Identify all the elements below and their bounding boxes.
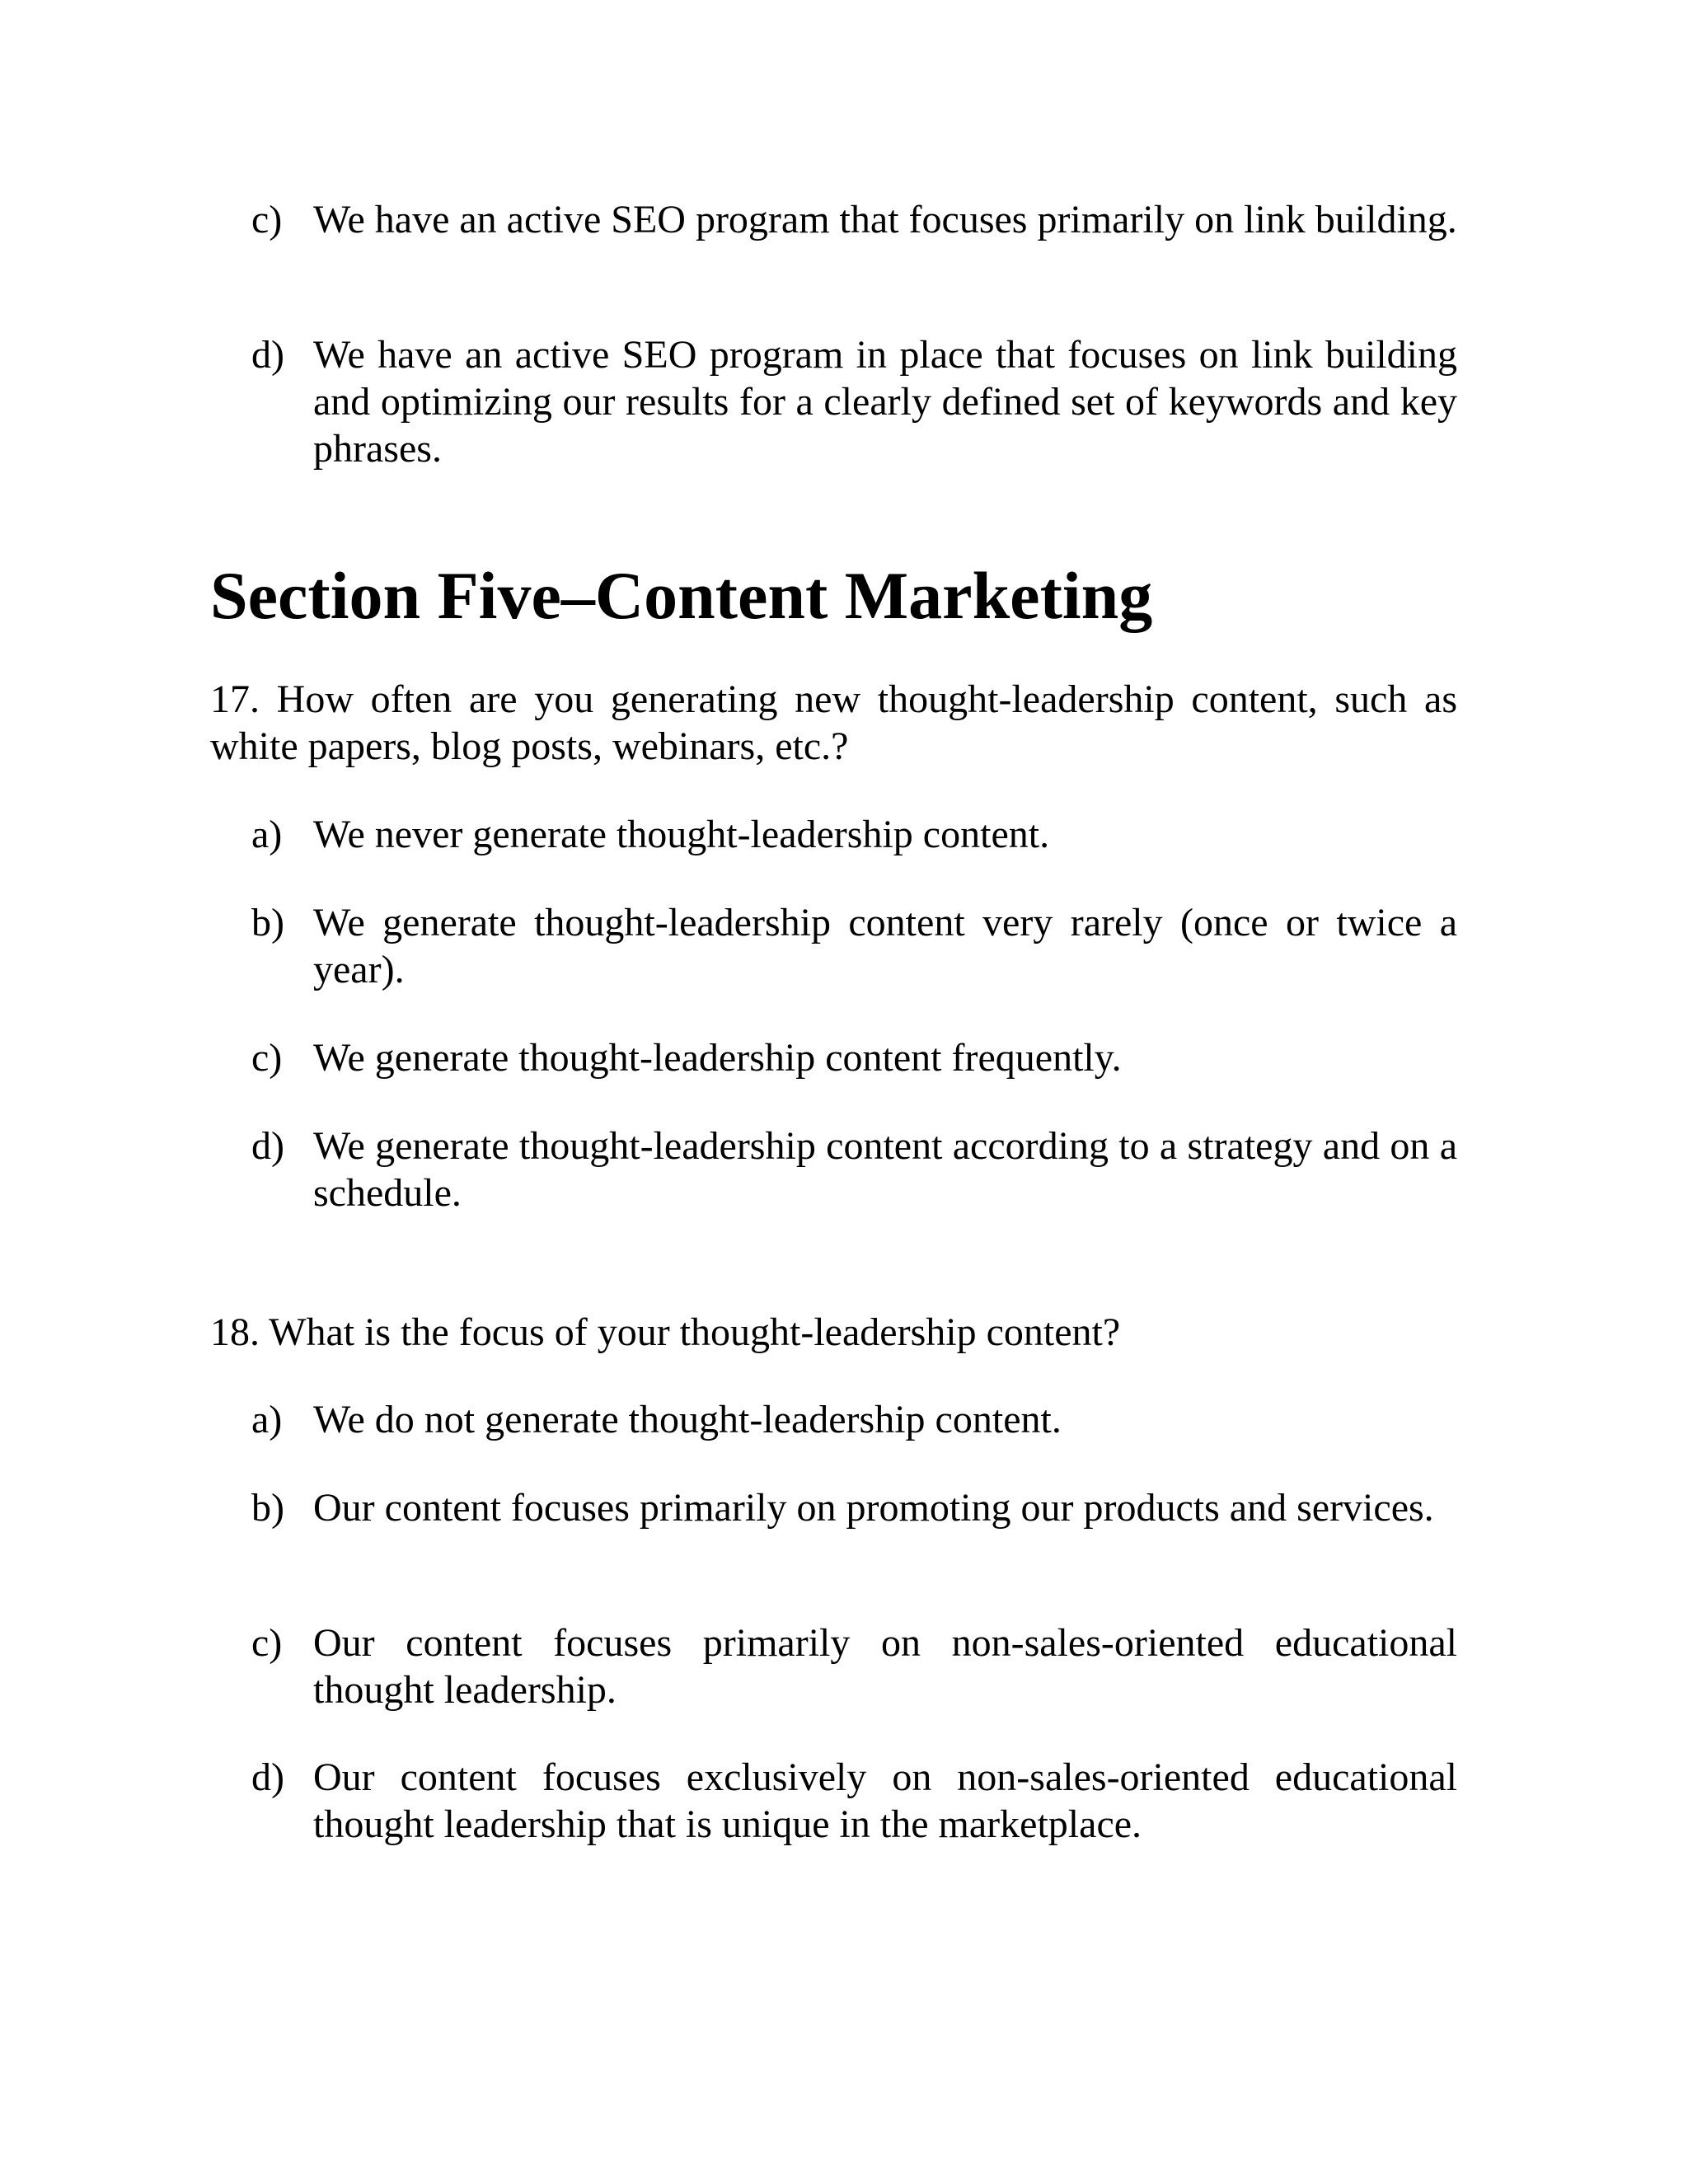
option-letter: b) bbox=[251, 1486, 284, 1530]
answer-option bbox=[251, 1034, 1457, 1081]
answer-option bbox=[251, 1396, 1457, 1443]
question-17: 17. How often are you generating new thought-leadership content, such as white papers, blog posts, webinars, etc.? bbox=[210, 677, 1457, 768]
option-text: We generate thought-leadership content frequently. bbox=[313, 1036, 1122, 1080]
option-letter: c) bbox=[251, 1036, 283, 1080]
section-heading: Section Five–Content Marketing bbox=[210, 558, 1153, 633]
option-letter: d) bbox=[251, 1124, 284, 1168]
option-text: Our content focuses exclusively on non-sales-oriented educational thought leadership that is unique in the marketplace. bbox=[313, 1755, 1457, 1846]
answer-option bbox=[251, 196, 1457, 243]
option-text: Our content focuses primarily on non-sales-oriented educational thought leadership. bbox=[313, 1621, 1457, 1712]
option-letter: a) bbox=[251, 813, 283, 856]
answer-option bbox=[251, 1754, 1457, 1848]
option-text: We have an active SEO program in place that focuses on link building and optimizing our results for a clearly defined set of keywords and key phrases. bbox=[313, 333, 1457, 471]
option-text: We generate thought-leadership content very rarely (once or twice a year). bbox=[313, 901, 1457, 991]
option-letter: c) bbox=[251, 198, 283, 241]
answer-option bbox=[251, 899, 1457, 993]
option-text: We do not generate thought-leadership content. bbox=[313, 1398, 1062, 1441]
option-letter: d) bbox=[251, 333, 284, 377]
option-letter: b) bbox=[251, 901, 284, 944]
option-text: We generate thought-leadership content according to a strategy and on a schedule. bbox=[313, 1124, 1457, 1215]
answer-option bbox=[251, 1484, 1457, 1531]
answer-option bbox=[251, 1619, 1457, 1713]
option-text: We have an active SEO program that focuses primarily on link building. bbox=[313, 198, 1457, 241]
question-18: 18. What is the focus of your thought-leadership content? bbox=[210, 1310, 1121, 1354]
answer-option bbox=[251, 331, 1457, 472]
option-letter: a) bbox=[251, 1398, 283, 1441]
option-letter: d) bbox=[251, 1755, 284, 1799]
option-text: We never generate thought-leadership content. bbox=[313, 813, 1050, 856]
option-text: Our content focuses primarily on promoting our products and services. bbox=[313, 1486, 1434, 1530]
answer-option bbox=[251, 811, 1457, 858]
option-letter: c) bbox=[251, 1621, 283, 1665]
answer-option bbox=[251, 1122, 1457, 1216]
